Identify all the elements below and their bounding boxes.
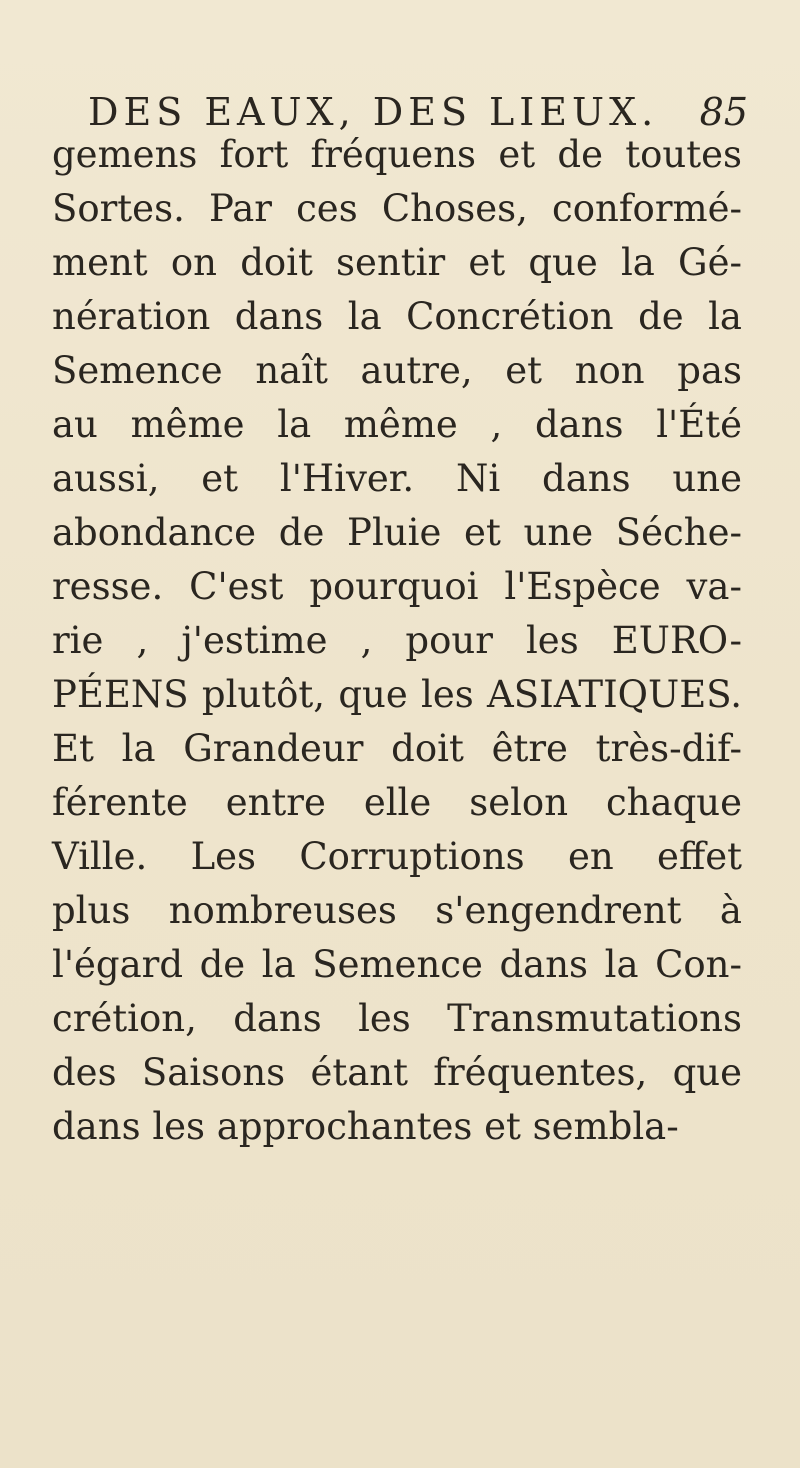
text-line: PÉENS plutôt, que les ASIATIQUES. (52, 673, 742, 716)
text-line: nération dans la Concrétion de la (52, 295, 742, 338)
text-line: gemens fort fréquens et de toutes (52, 133, 742, 176)
text-line: abondance de Pluie et une Séche- (52, 511, 742, 554)
text-line: Et la Grandeur doit être très-dif- (52, 727, 742, 770)
body-text (52, 128, 742, 1154)
text-line: resse. C'est pourquoi l'Espèce va- (52, 565, 742, 608)
text-line: l'égard de la Semence dans la Con- (52, 943, 742, 986)
text-line: rie , j'estime , pour les EURO- (52, 619, 742, 662)
text-line: au même la même , dans l'Été (52, 403, 742, 446)
text-line: plus nombreuses s'engendrent à (52, 889, 742, 932)
running-head-title: DES EAUX, DES LIEUX. (88, 90, 659, 134)
text-line: Semence naît autre, et non pas (52, 349, 742, 392)
text-line: des Saisons étant fréquentes, que (52, 1051, 742, 1094)
text-line: férente entre elle selon chaque (52, 781, 742, 824)
text-line: crétion, dans les Transmutations (52, 997, 742, 1040)
page-number: 85 (699, 90, 748, 134)
text-line: aussi, et l'Hiver. Ni dans une (52, 457, 742, 500)
text-line: Sortes. Par ces Choses, conformé- (52, 187, 742, 230)
text-line: Ville. Les Corruptions en effet (52, 835, 742, 878)
text-line: ment on doit sentir et que la Gé- (52, 241, 742, 284)
text-line: dans les approchantes et sembla- (52, 1105, 679, 1148)
